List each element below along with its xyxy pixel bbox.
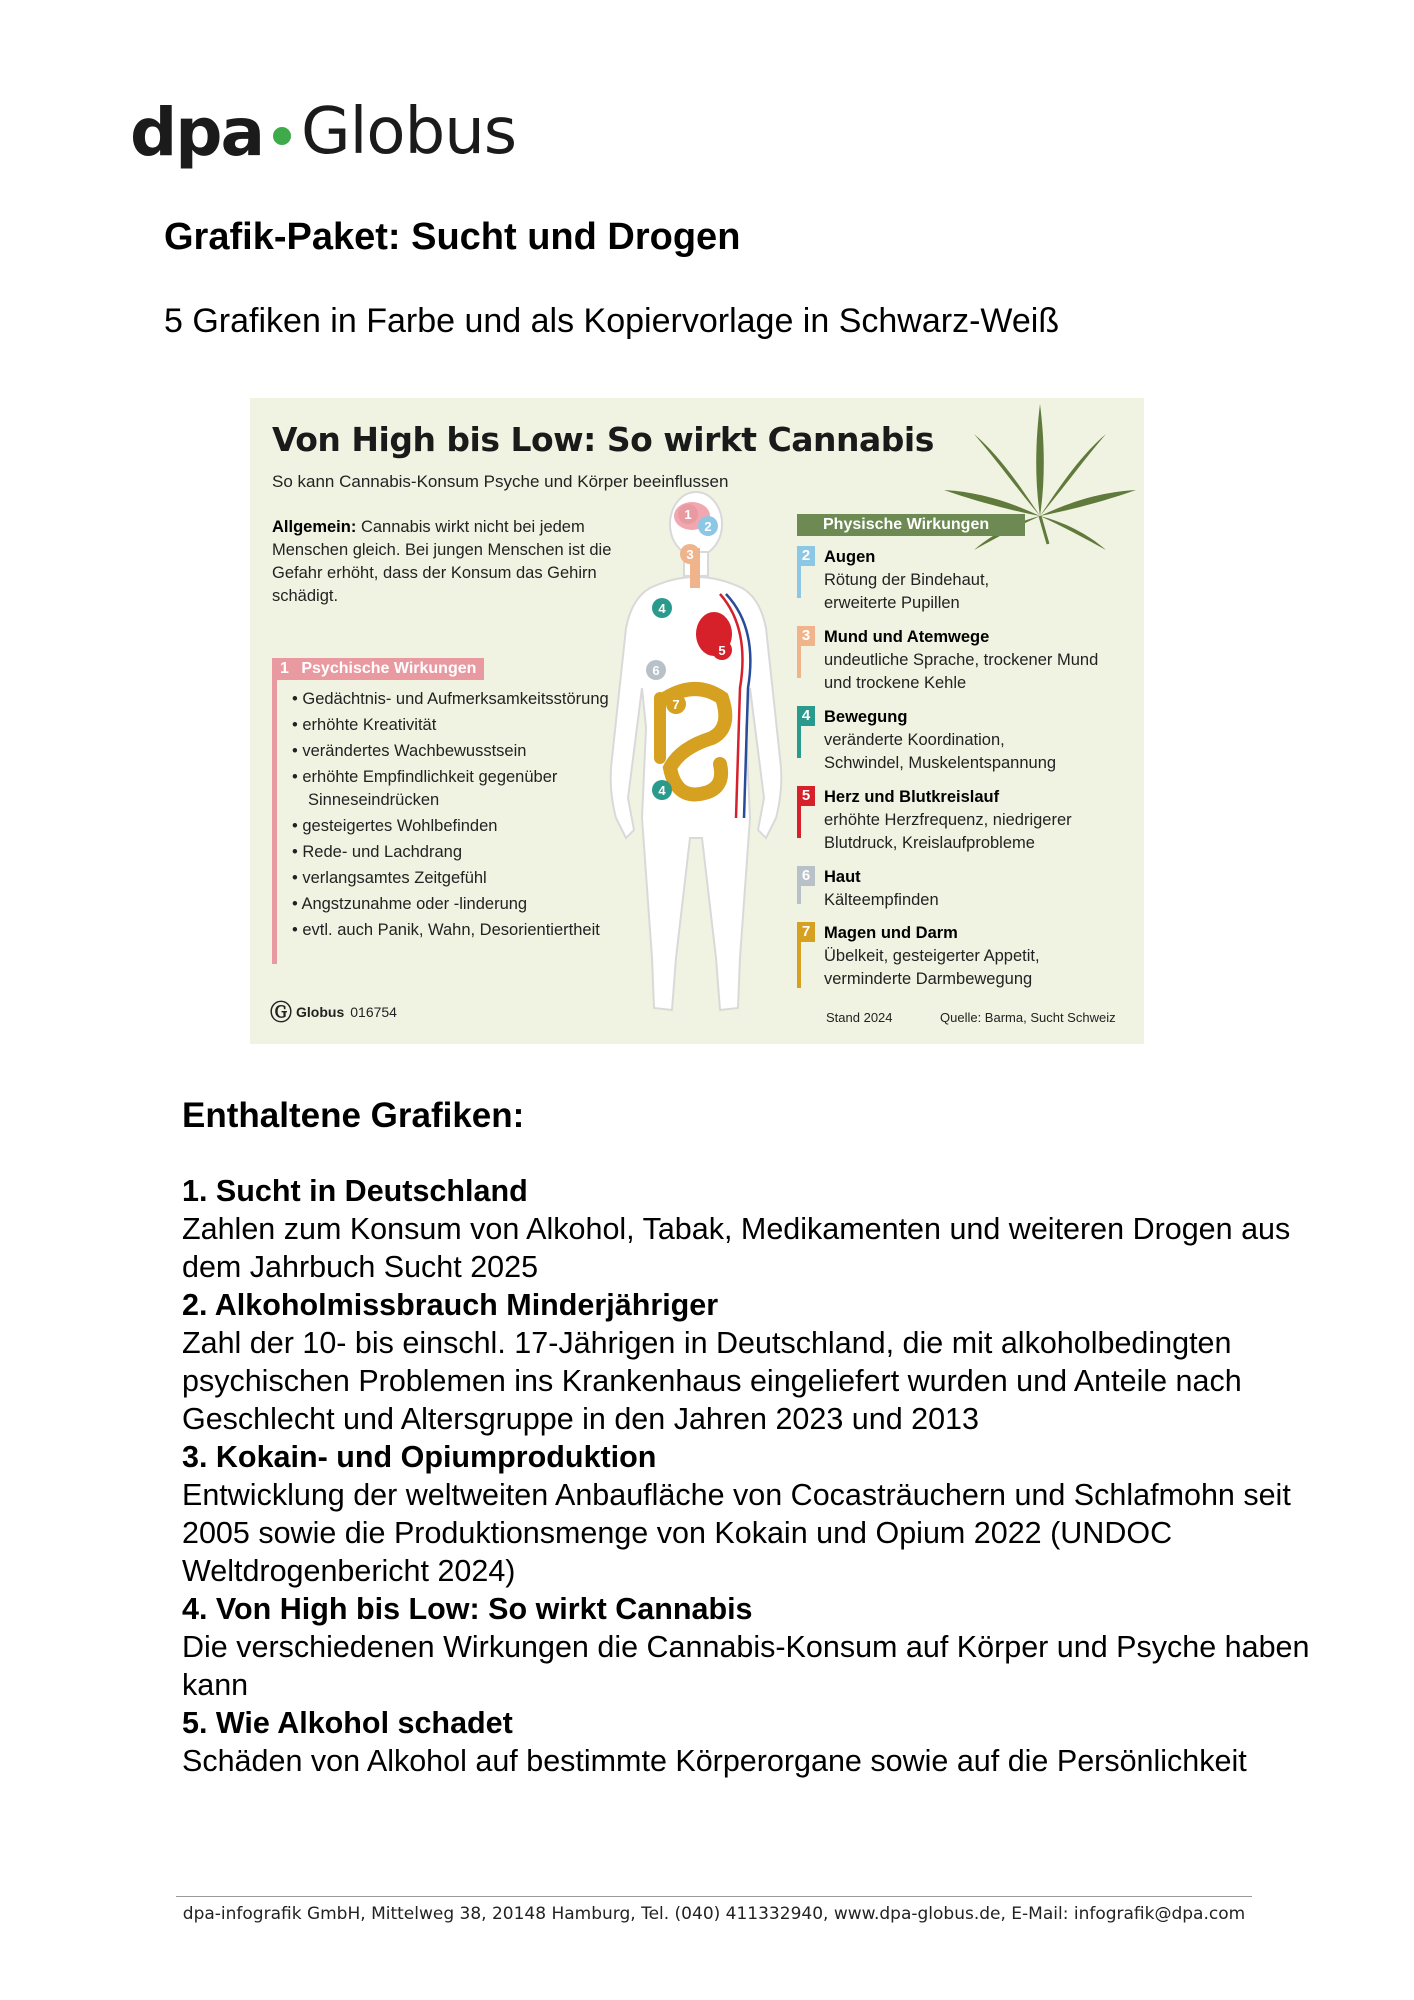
item-title: 1. Sucht in Deutschland bbox=[182, 1174, 528, 1208]
infographic-title: Von High bis Low: So wirkt Cannabis bbox=[272, 420, 934, 459]
graphic-stand: Stand 2024 bbox=[826, 1010, 893, 1025]
list-item: • verändertes Wachbewusstsein bbox=[292, 740, 652, 763]
physical-text: erhöhte Herzfrequenz, niedrigerer Blutdruck, Kreislaufprobleme bbox=[824, 811, 1072, 852]
marker-6-icon bbox=[646, 660, 666, 680]
list-item: • gesteigertes Wohlbefinden bbox=[292, 815, 652, 838]
physical-heading: Physische Wirkungen bbox=[797, 514, 1025, 536]
physical-number: 3 bbox=[797, 626, 815, 646]
globus-publisher bbox=[270, 996, 397, 1027]
physical-bar bbox=[797, 886, 801, 904]
footer-divider bbox=[176, 1896, 1252, 1897]
logo-dpa-text: dpa bbox=[130, 93, 264, 171]
svg-text:3: 3 bbox=[686, 547, 694, 562]
general-text: Cannabis wirkt nicht bei jedem Menschen gleich. Bei jungen Menschen ist die Gefahr erhöht, dass der Konsum das Gehirn schädigt. bbox=[272, 518, 612, 605]
physical-number: 4 bbox=[797, 706, 815, 726]
physical-text: Kälteempfinden bbox=[824, 891, 939, 909]
marker-3-icon bbox=[680, 544, 700, 564]
item-title: 2. Alkoholmissbrauch Minderjähriger bbox=[182, 1288, 719, 1322]
physical-item-mouth bbox=[797, 626, 1124, 695]
list-item: • verlangsamtes Zeitgefühl bbox=[292, 867, 652, 890]
marker-4-icon bbox=[652, 598, 672, 618]
svg-text:4: 4 bbox=[658, 601, 666, 616]
marker-5-icon bbox=[712, 640, 732, 660]
document-subtitle: 5 Grafiken in Farbe und als Kopiervorlage in Schwarz-Weiß bbox=[164, 302, 1060, 340]
physical-bar bbox=[797, 806, 801, 838]
list-item: • erhöhte Empfindlichkeit gegenüber Sinneseindrücken bbox=[292, 766, 652, 812]
list-item: • Angstzunahme oder -linderung bbox=[292, 893, 652, 916]
marker-1-icon bbox=[678, 504, 698, 524]
svg-text:4: 4 bbox=[658, 783, 666, 798]
physical-title: Herz und Blutkreislauf bbox=[824, 788, 1000, 806]
svg-text:5: 5 bbox=[718, 643, 726, 658]
item-description: Zahl der 10- bis einschl. 17-Jährigen in Deutschland, die mit alkoholbedingten psychischen Problemen ins Krankenhaus eingeliefert wurden und Anteile nach Geschlecht und Altersgruppe in den Jahren 2023 und 2013 bbox=[182, 1326, 1242, 1436]
marker-7-icon bbox=[666, 694, 686, 714]
dpa-globus-logo bbox=[130, 82, 516, 182]
list-item: • erhöhte Kreativität bbox=[292, 714, 652, 737]
footer-contact: dpa-infografik GmbH, Mittelweg 38, 20148 Hamburg, Tel. (040) 411332940, www.dpa-globus.de, E-Mail: infografik@dpa.com bbox=[182, 1904, 1246, 1924]
item-title: 5. Wie Alkohol schadet bbox=[182, 1706, 513, 1740]
physical-bar bbox=[797, 646, 801, 678]
general-label: Allgemein: bbox=[272, 518, 357, 536]
general-note bbox=[272, 516, 642, 608]
item-title: 3. Kokain- und Opiumproduktion bbox=[182, 1440, 657, 1474]
physical-title: Bewegung bbox=[824, 708, 908, 726]
physical-item-movement bbox=[797, 706, 1084, 775]
physical-title: Mund und Atemwege bbox=[824, 628, 990, 646]
item-description: Schäden von Alkohol auf bestimmte Körperorgane sowie auf die Persönlichkeit bbox=[182, 1744, 1247, 1778]
svg-text:6: 6 bbox=[652, 663, 660, 678]
document-title: Grafik-Paket: Sucht und Drogen bbox=[164, 216, 741, 258]
physical-item-stomach bbox=[797, 922, 1104, 991]
psychic-number: 1 bbox=[280, 660, 289, 677]
svg-text:2: 2 bbox=[704, 519, 712, 534]
physical-item-heart bbox=[797, 786, 1124, 855]
psychic-heading-label: Psychische Wirkungen bbox=[301, 660, 477, 677]
publisher-name: Globus bbox=[296, 1003, 345, 1020]
list-item: • Gedächtnis- und Aufmerksamkeitsstörung bbox=[292, 688, 652, 711]
contents-heading: Enthaltene Grafiken: bbox=[182, 1096, 525, 1135]
item-description: Die verschiedenen Wirkungen die Cannabis-Konsum auf Körper und Psyche haben kann bbox=[182, 1630, 1310, 1702]
physical-item-eyes bbox=[797, 546, 1034, 615]
physical-title: Augen bbox=[824, 548, 876, 566]
list-item: • Rede- und Lachdrang bbox=[292, 841, 652, 864]
physical-bar bbox=[797, 942, 801, 988]
graphic-source: Quelle: Barma, Sucht Schweiz bbox=[940, 1010, 1116, 1025]
physical-text: undeutliche Sprache, trockener Mund und trockene Kehle bbox=[824, 651, 1099, 692]
physical-title: Haut bbox=[824, 868, 861, 886]
physical-number: 6 bbox=[797, 866, 815, 886]
logo-dot-icon bbox=[273, 127, 291, 145]
svg-text:7: 7 bbox=[672, 697, 680, 712]
psychic-list bbox=[292, 688, 652, 945]
svg-text:1: 1 bbox=[684, 507, 692, 522]
physical-item-skin bbox=[797, 866, 939, 912]
marker-2-icon bbox=[698, 516, 718, 536]
list-item: • evtl. auch Panik, Wahn, Desorientiertheit bbox=[292, 919, 652, 942]
psychic-heading bbox=[272, 658, 484, 680]
physical-text: Rötung der Bindehaut, erweiterte Pupillen bbox=[824, 571, 990, 612]
physical-bar bbox=[797, 566, 801, 598]
physical-title: Magen und Darm bbox=[824, 924, 958, 942]
marker-4b-icon bbox=[652, 780, 672, 800]
item-title: 4. Von High bis Low: So wirkt Cannabis bbox=[182, 1592, 753, 1626]
physical-number: 5 bbox=[797, 786, 815, 806]
physical-number: 7 bbox=[797, 922, 815, 942]
psychic-bar bbox=[272, 680, 277, 964]
logo-globus-text: Globus bbox=[301, 95, 517, 169]
item-description: Entwicklung der weltweiten Anbaufläche von Cocasträuchern und Schlafmohn seit 2005 sowie die Produktionsmenge von Kokain und Opium 2022 (UNDOC Weltdrogenbericht 2024) bbox=[182, 1478, 1291, 1588]
item-description: Zahlen zum Konsum von Alkohol, Tabak, Medikamenten und weiteren Drogen aus dem Jahrbuch Sucht 2025 bbox=[182, 1212, 1291, 1284]
cannabis-infographic bbox=[250, 398, 1144, 1044]
infographic-subtitle: So kann Cannabis-Konsum Psyche und Körper beeinflussen bbox=[272, 472, 729, 491]
physical-text: Übelkeit, gesteigerter Appetit, verminderte Darmbewegung bbox=[824, 947, 1040, 988]
graphic-code: 016754 bbox=[350, 1003, 397, 1020]
physical-text: veränderte Koordination, Schwindel, Muskelentspannung bbox=[824, 731, 1057, 772]
physical-bar bbox=[797, 726, 801, 758]
globus-logo-icon: Ⓖ bbox=[270, 1000, 293, 1025]
contents-list bbox=[182, 1172, 1312, 1780]
physical-number: 2 bbox=[797, 546, 815, 566]
